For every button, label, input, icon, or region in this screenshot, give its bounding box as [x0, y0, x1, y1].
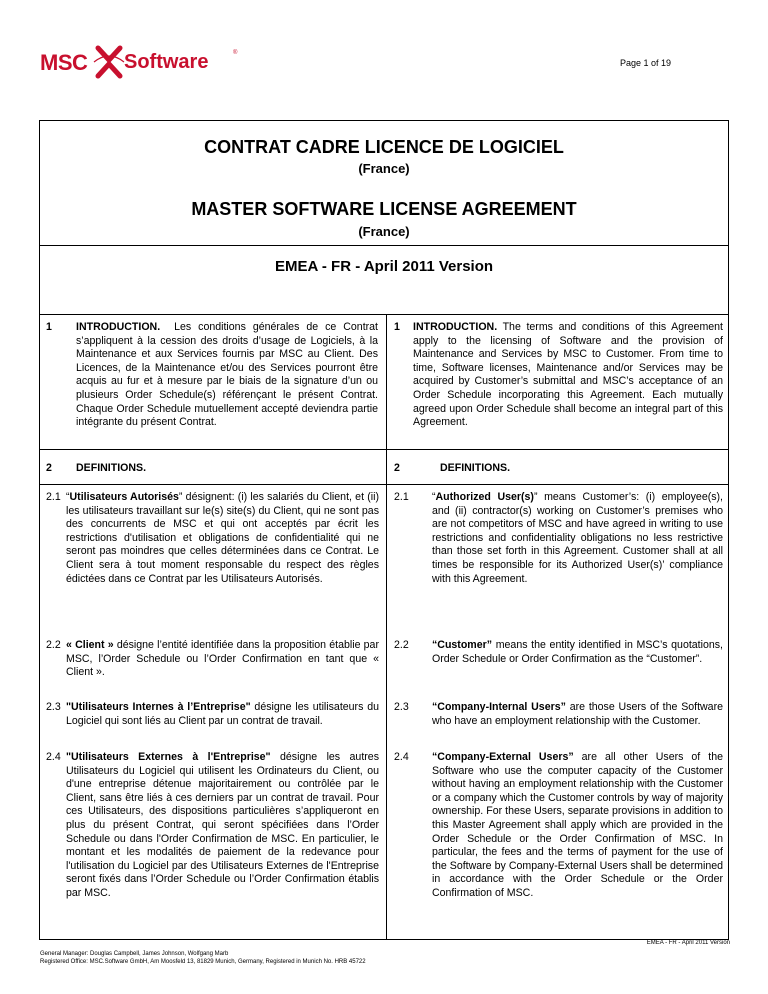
right-s2-label: DEFINITIONS.: [440, 462, 511, 474]
divider: [40, 314, 728, 315]
divider: [40, 449, 728, 450]
right-d23-paragraph: [432, 701, 723, 728]
right-d21-paragraph: [432, 491, 723, 586]
left-s1-text: Les conditions générales de ce Contrat s’appliquent à la cession des droits d’usage de Logiciels, à la Maintenance et aux Services fournis par MSC au Client. Des Licences, de la Maintenance et/ou des Services pourront être acquis au fur et à mesure par le biais de la signature d’un ou plusieurs Order Schedule(s) référençant le présent Contrat. Chaque Order Schedule mutuellement accepté deviendra partie intégrante du présent Contrat.: [76, 321, 378, 429]
logo-software-text: Software: [124, 51, 209, 73]
title-en: MASTER SOFTWARE LICENSE AGREEMENT: [191, 199, 577, 219]
right-s1-text: The terms and conditions of this Agreement apply to the licensing of Software and the provision of Maintenance and Services by MSC to Customer. From time to time, Software licenses, Maintenance and/or Services may be acquired by Customer’s submittal and MSC’s acceptance of an Order Schedule incorporating this Agreement. Each mutually agreed upon Order Schedule shall become an integral part of this Agreement.: [413, 321, 723, 429]
right-s2-number: 2: [394, 462, 400, 474]
right-d21-open-quote: “: [432, 491, 436, 503]
right-d23-number: 2.3: [394, 701, 409, 713]
left-d22-label: « Client »: [66, 639, 114, 651]
right-d22-text: means the entity identified in MSC’s quotations, Order Schedule or Order Confirmation as the “Customer”.: [432, 639, 723, 665]
subtitle-fr: (France): [358, 161, 410, 176]
right-d23-text: are those Users of the Software who have an employment relationship with the Customer.: [432, 701, 723, 727]
right-d22-number: 2.2: [394, 639, 409, 651]
right-d21-label: Authorized User(s): [435, 491, 534, 503]
right-d22-label: “Customer”: [432, 639, 493, 651]
title-fr: CONTRAT CADRE LICENCE DE LOGICIEL: [204, 137, 564, 157]
left-d21-number: 2.1: [46, 491, 61, 503]
left-d24-label: "Utilisateurs Externes à l'Entreprise": [66, 751, 271, 763]
left-s2-label: DEFINITIONS.: [76, 462, 147, 474]
left-d24-paragraph: [66, 751, 379, 901]
right-d24-paragraph: [432, 751, 723, 901]
left-s1-paragraph: [76, 321, 378, 430]
left-d21-paragraph: [66, 491, 379, 586]
right-s1-paragraph: [413, 321, 723, 430]
divider: [40, 245, 728, 246]
right-d21-text: ” means Customer’s: (i) employee(s), and (ii) contractor(s) working on Customer’s premises who are not competitors of MSC and have agreed in writing to use restrictions and confidentiality obligations no less restrictive than those set forth in this Agreement. Customer shall at all times be responsible for its Authorized User(s)’ compliance with this Agreement.: [432, 491, 724, 585]
left-d23-number: 2.3: [46, 701, 61, 713]
left-d22-text: désigne l’entité identifiée dans la proposition établie par MSC, l’Order Schedule ou l’Order Confirmation en tant que « Client ».: [66, 639, 379, 679]
left-s1-label: INTRODUCTION.: [76, 321, 161, 333]
right-d23-label: “Company-Internal Users”: [432, 701, 566, 713]
left-d21-label: Utilisateurs Autorisés: [69, 491, 179, 503]
footer-version: EMEA - FR - April 2011 Version: [646, 940, 730, 946]
right-d21-number: 2.1: [394, 491, 409, 503]
version-title: EMEA - FR - April 2011 Version: [274, 258, 494, 275]
agreement-frame: [39, 120, 729, 940]
left-d22-paragraph: [66, 639, 379, 680]
left-d23-text: désigne les utilisateurs du Logiciel qui sont liés au Client par un contrat de travail.: [66, 701, 379, 727]
left-d24-text: désigne les autres Utilisateurs du Logiciel qui utilisent les Ordinateurs du Client, ou d'une entreprise détenue majoritairement ou contrôlée par le Client, sans être liés à ces derniers par un contrat de travail. Pour ces Utilisateurs, des dispositions particulières s’appliqueront en plus du présent Contrat, qui seront spécifiées dans l’Order Schedule ou dans l'Order Confirmation de MSC. En particulier, le montant et les modalités de paiement de la redevance pour l'utilisation du Logiciel par des Utilisateurs Externes de l'Entreprise seront fixés dans l’Order Schedule ou l’Order Confirmation établis par MSC.: [66, 751, 379, 899]
left-d21-text: ” désignent: (i) les salariés du Client, et (ii) les utilisateurs travaillant sur le(s) site(s) du Client, qui ne sont pas des concurrents de MSC et qui ont acceptés par écrit les restrictions d'utilisation et obligations de confidentialité qui ne seront pas moindres que celles déterminées dans ce Contrat. Le Client sera à tout moment responsable du respect des règles édictées dans ce Contrat par les Utilisateurs Autorisés.: [66, 491, 379, 585]
subtitle-en: (France): [358, 224, 410, 239]
right-d22-paragraph: [432, 639, 723, 666]
footer-company-info: [40, 950, 366, 966]
left-s1-number: 1: [46, 321, 52, 333]
left-d22-number: 2.2: [46, 639, 61, 651]
right-s1-label: INTRODUCTION.: [413, 321, 498, 333]
logo-x-icon: [92, 44, 126, 80]
footer-registered-office: Registered Office: MSC.Software GmbH, Am Moosfeld 13, 81829 Munich, Germany, Registered in Munich No. HRB 45722: [40, 959, 366, 965]
right-s1-number: 1: [394, 321, 400, 333]
logo-msc-text: MSC: [40, 50, 88, 75]
divider: [40, 484, 728, 485]
left-d23-paragraph: [66, 701, 379, 728]
right-d24-label: “Company-External Users”: [432, 751, 574, 763]
footer-general-manager: General Manager: Douglas Campbell, James Johnson, Wolfgang Marb: [40, 951, 229, 957]
left-d21-open-quote: “: [66, 491, 70, 503]
left-d24-number: 2.4: [46, 751, 61, 763]
left-s2-number: 2: [46, 462, 52, 474]
left-d23-label: "Utilisateurs Internes à l’Entreprise": [66, 701, 251, 713]
logo-registered-mark: ®: [233, 50, 238, 56]
right-d24-number: 2.4: [394, 751, 409, 763]
page-number: Page 1 of 19: [620, 58, 672, 68]
column-divider: [386, 314, 387, 939]
right-d24-text: are all other Users of the Software who use the computer capacity of the Customer without having an employment relationship with the Customer or a company which the Customer controls by way of majority ownership. For these Users, separate provisions in addition to this Master Agreement shall apply which are provided in the Order Schedule or the Order Confirmation of MSC. In particular, the fees and the terms of payment for the use of the Software by Company-External Users shall be determined in accordance with the Order Schedule or the Order Confirmation of MSC.: [432, 751, 723, 899]
